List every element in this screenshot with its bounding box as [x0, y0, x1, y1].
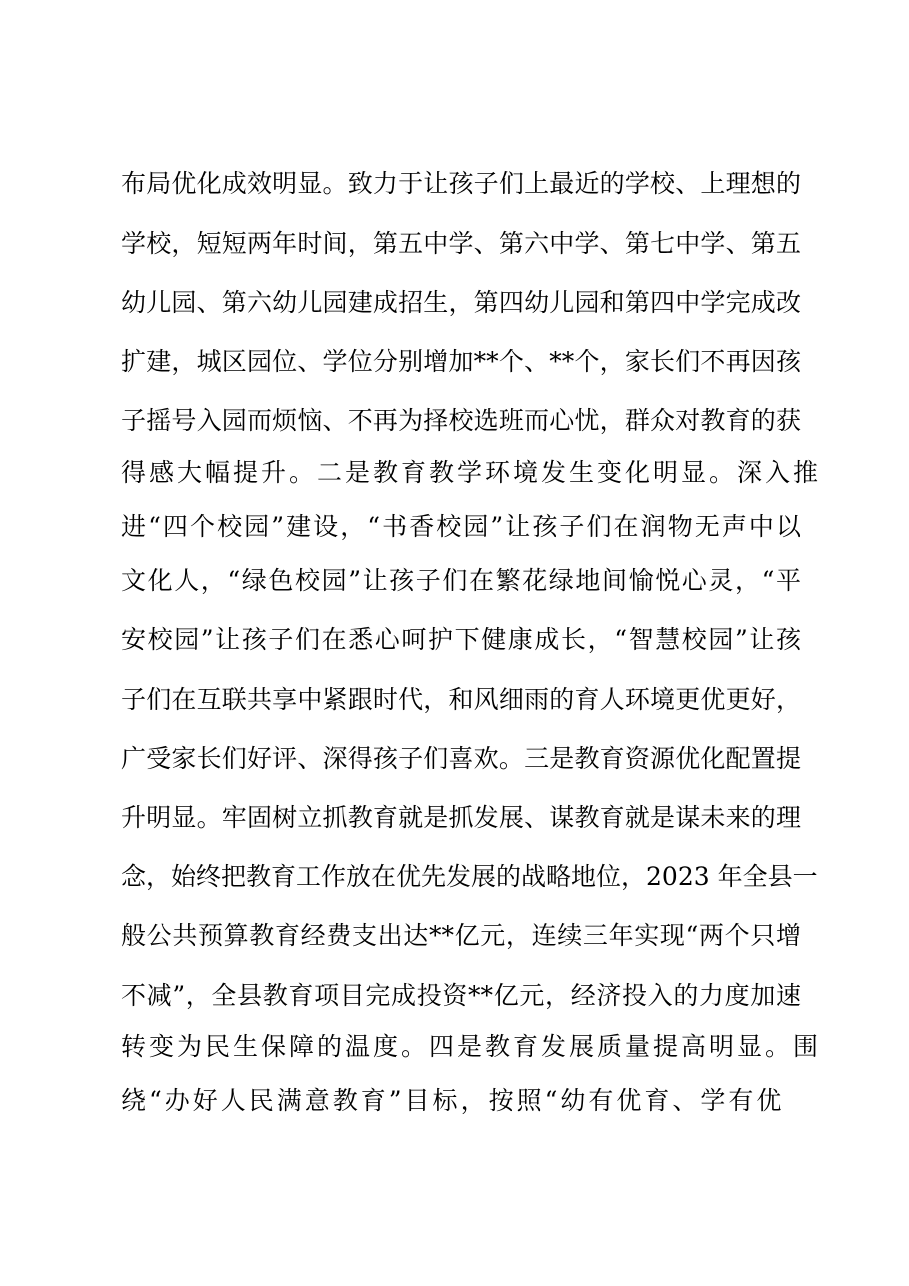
paragraph-line: 布局优化成效明显。致力于让孩子们上最近的学校、上理想的	[121, 169, 801, 198]
paragraph-line: 进“四个校园”建设，“书香校园”让孩子们在润物无声中以	[121, 512, 801, 541]
paragraph-line: 子摇号入园而烦恼、不再为择校选班而心忧，群众对教育的获	[121, 406, 801, 435]
paragraph-line: 得感大幅提升。二是教育教学环境发生变化明显。深入推	[121, 458, 822, 487]
paragraph-line: 般公共预算教育经费支出达**亿元，连续三年实现“两个只增	[121, 921, 801, 950]
paragraph-line: 子们在互联共享中紧跟时代，和风细雨的育人环境更优更好，	[121, 685, 801, 714]
paragraph-line: 转变为民生保障的温度。四是教育发展质量提高明显。围	[121, 1032, 822, 1061]
paragraph-line: 扩建，城区园位、学位分别增加**个、**个，家长们不再因孩	[121, 347, 801, 376]
paragraph-line: 不减”，全县教育项目完成投资**亿元，经济投入的力度加速	[121, 981, 801, 1010]
paragraph-line: 学校，短短两年时间，第五中学、第六中学、第七中学、第五	[121, 229, 801, 258]
paragraph-line: 文化人，“绿色校园”让孩子们在繁花绿地间愉悦心灵，“平	[121, 566, 801, 595]
paragraph-line: 幼儿园、第六幼儿园建成招生，第四幼儿园和第四中学完成改	[121, 288, 801, 317]
paragraph-line: 念，始终把教育工作放在优先发展的战略地位，2023 年全县一	[121, 862, 818, 891]
paragraph-line: 绕“办好人民满意教育”目标，按照“幼有优育、学有优	[121, 1086, 785, 1115]
paragraph-line: 升明显。牢固树立抓教育就是抓发展、谋教育就是谋未来的理	[121, 803, 801, 832]
paragraph-line: 广受家长们好评、深得孩子们喜欢。三是教育资源优化配置提	[121, 744, 801, 773]
paragraph-line: 安校园”让孩子们在悉心呵护下健康成长，“智慧校园”让孩	[121, 625, 801, 654]
